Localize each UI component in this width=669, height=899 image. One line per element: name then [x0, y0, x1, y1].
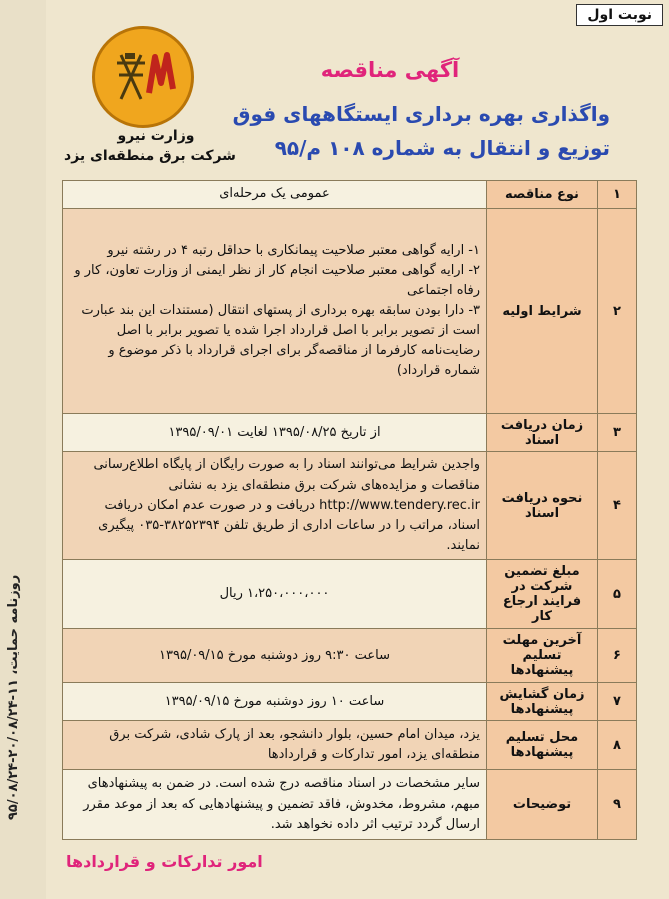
table-row	[63, 560, 637, 629]
table-row	[63, 629, 637, 683]
first-publication-badge: نوبت اول	[576, 4, 663, 26]
row-label: آخرین مهلت تسلیم پیشنهادها	[487, 629, 598, 683]
row-value	[63, 209, 487, 414]
table-row	[63, 209, 637, 414]
issuer-signature: امور تدارکات و قراردادها	[66, 852, 263, 871]
row-label: زمان دریافت اسناد	[487, 414, 598, 452]
row-value: ۱،۲۵۰،۰۰۰،۰۰۰ ریال	[63, 560, 487, 629]
condition-item: ۳- دارا بودن سابقه بهره برداری از پستهای انتقال (مستندات این بند عبارت است از تصویر برابر با اصل قرارداد اجرا شده یا تصویر برابر با اصل رضایت‌نامه کارفرما از مناقصه‌گر برای اجرای قرارداد با ذکر موضوع و شماره قرارداد)	[81, 302, 480, 379]
table-row	[63, 452, 637, 560]
notice-heading: آگهی مناقصه	[320, 58, 460, 82]
notice-title-line1: واگذاری بهره برداری ایستگاههای فوق	[232, 102, 610, 126]
condition-item: ۱- ارایه گواهی معتبر صلاحیت پیمانکاری با حداقل رتبه ۴ در رشته نیرو	[107, 242, 480, 258]
row-number: ۱	[598, 181, 637, 209]
tavanir-logo	[92, 26, 194, 128]
row-label: نحوه دریافت اسناد	[487, 452, 598, 560]
row-number: ۶	[598, 629, 637, 683]
table-row	[63, 683, 637, 721]
newspaper-margin	[0, 0, 46, 899]
company-name: شرکت برق منطقه‌ای یزد	[64, 148, 236, 164]
row-label: شرایط اولیه	[487, 209, 598, 414]
row-number: ۳	[598, 414, 637, 452]
row-value: از تاریخ ۱۳۹۵/۰۸/۲۵ لغایت ۱۳۹۵/۰۹/۰۱	[63, 414, 487, 452]
row-label: نوع مناقصه	[487, 181, 598, 209]
row-value: ساعت ۱۰ روز دوشنبه مورخ ۱۳۹۵/۰۹/۱۵	[63, 683, 487, 721]
power-tower-icon	[95, 29, 191, 125]
row-number: ۷	[598, 683, 637, 721]
row-value: سایر مشخصات در اسناد مناقصه درج شده است. در ضمن به پیشنهادهای مبهم، مشروط، مخدوش، فاقد تضمین و پیشنهادهایی که بعد از موعد مقرر ارسال گردد ترتیب اثر داده نخواهد شد.	[63, 770, 487, 840]
newspaper-source-text: روزنامه حمایت، ۱۱-۲۰/۰۸/۲۴-۹۵/۰۸/۲۴	[6, 574, 21, 820]
row-value: واجدین شرایط می‌توانند اسناد را به صورت رایگان از پایگاه اطلاع‌رسانی مناقصات و مزایده‌های شرکت برق منطقه‌ای یزد به نشانی http://www.tendery.rec.ir دریافت و در صورت عدم امکان دریافت اسناد، مراتب را در ساعات اداری از طریق تلفن ۳۸۲۵۲۳۹۴-۰۳۵ پیگیری نمایند.	[63, 452, 487, 560]
row-number: ۹	[598, 770, 637, 840]
table-row	[63, 721, 637, 770]
row-number: ۵	[598, 560, 637, 629]
row-number: ۲	[598, 209, 637, 414]
condition-item: ۲- ارایه گواهی معتبر صلاحیت انجام کار از نظر ایمنی از وزارت تعاون، کار و رفاه اجتماعی	[74, 262, 480, 298]
row-label: توضیحات	[487, 770, 598, 840]
table-row	[63, 414, 637, 452]
table-row	[63, 181, 637, 209]
table-row	[63, 770, 637, 840]
row-value: عمومی یک مرحله‌ای	[63, 181, 487, 209]
notice-title-line2: توزیع و انتقال به شماره ۱۰۸ م/۹۵	[274, 136, 610, 160]
row-number: ۸	[598, 721, 637, 770]
ministry-name: وزارت نیرو	[117, 128, 195, 144]
row-label: مبلغ تضمین شرکت در فرایند ارجاع کار	[487, 560, 598, 629]
row-label: زمان گشایش پیشنهادها	[487, 683, 598, 721]
row-number: ۴	[598, 452, 637, 560]
tender-details-table	[62, 180, 637, 840]
row-label: محل تسلیم پیشنهادها	[487, 721, 598, 770]
row-value: یزد، میدان امام حسین، بلوار دانشجو، بعد از پارک شادی، شرکت برق منطقه‌ای یزد، امور تدارکات و قراردادها	[63, 721, 487, 770]
row-value: ساعت ۹:۳۰ روز دوشنبه مورخ ۱۳۹۵/۰۹/۱۵	[63, 629, 487, 683]
